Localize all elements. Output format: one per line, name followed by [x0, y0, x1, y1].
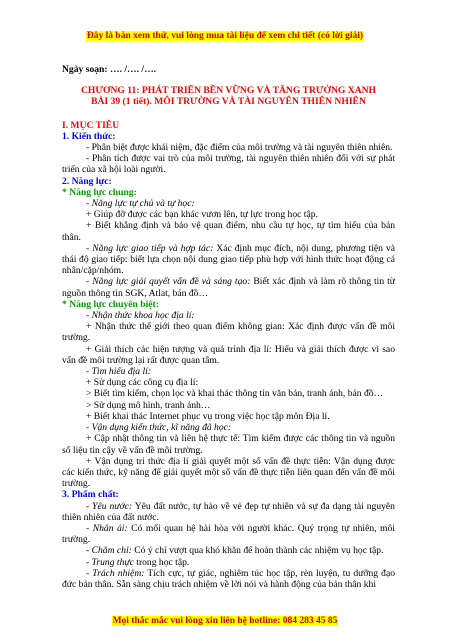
- quality-text: Có ý chí vượt qua khó khăn để hoàn thành các nhiệm vụ học tập.: [131, 545, 384, 557]
- competence-subheading: - Vận dụng kiến thức, kĩ năng đã học:: [86, 422, 232, 434]
- date-line: Ngày soạn: …. /…. /….: [62, 64, 157, 75]
- knowledge-item: - Phân biệt được khái niệm, đặc điểm của môi trường và tài nguyên thiên nhiên.: [86, 142, 393, 154]
- competence-item: > Biết tìm kiếm, chọn lọc và khai thác thông tin văn bản, tranh ảnh, bản đồ…: [86, 388, 384, 400]
- competence-item: + Sử dụng các công cụ địa lí:: [86, 377, 199, 389]
- competence-label: - Năng lực giải quyết vấn đề và sáng tạo:: [86, 276, 251, 288]
- quality-label: - Chăm chỉ:: [86, 545, 132, 557]
- document-body: [62, 64, 395, 590]
- competence-item: > Sử dụng mô hình, tranh ảnh…: [86, 399, 211, 411]
- section-objectives: I. MỤC TIÊU: [62, 119, 120, 131]
- heading-general-competence: * Năng lực chung:: [62, 186, 137, 198]
- quality-item: [62, 557, 395, 568]
- quality-item: [62, 501, 395, 523]
- lesson-title: BÀI 39 (1 tiết). MÔI TRƯỜNG VÀ TÀI NGUYÊN THIÊN NHIÊN: [91, 96, 366, 108]
- quality-label: - Nhân ái:: [86, 522, 128, 534]
- competence-item: + Cập nhật thông tin và liên hệ thực tế: Tìm kiếm được các thông tin và nguồn số liệu tin cậy về vấn đề môi trường.: [62, 433, 395, 456]
- competence-subheading: - Tìm hiểu địa lí:: [86, 366, 152, 378]
- competence-item: + Biết khai thác Internet phục vụ trong việc học tập môn Địa lí.: [86, 410, 330, 422]
- competence-item: + Giải thích các hiện tượng và quá trình địa lí: Hiểu và giải thích được vì sao vấn đề môi trường lại rất được quan tâm.: [62, 343, 395, 366]
- competence-item: + Vận dụng tri thức địa lí giải quyết một số vấn đề thực tiễn: Vận dụng được các kiến thức, kỹ năng để giải quyết một số vấn đề thực tiễn liên quan đến vấn đề môi trường.: [62, 455, 395, 490]
- quality-text: trong học tập.: [133, 556, 190, 568]
- competence-item: + Nhận thức thế giới theo quan điểm không gian: Xác định được vấn đề môi trường.: [62, 321, 395, 344]
- competence-item: [62, 276, 395, 298]
- knowledge-item: - Phân tích được vai trò của môi trường, tài nguyên thiên nhiên đối với sự phát triển của xã hội loài người.: [62, 153, 395, 176]
- competence-text: Xác định mục đích, nội dung, phương tiện và thái độ giao tiếp: biết lựa chọn nội dung giao tiếp phù hợp với hình thức hoạt động cá nhân/cặp/nhóm.: [62, 242, 395, 277]
- competence-item: + Giúp đỡ được các bạn khác vươn lên, tự lực trong học tập.: [86, 209, 318, 221]
- quality-label: - Trách nhiệm:: [86, 567, 145, 579]
- competence-subheading: - Năng lực tự chủ và tự học:: [86, 198, 195, 210]
- quality-text: Tích cực, tự giác, nghiêm túc học tập, rèn luyện, tu dưỡng đạo đức bản thân. Sẵn sàng chịu trách nhiệm về lời nói và hành động của bản thân khi: [62, 567, 395, 590]
- quality-item: [62, 523, 395, 545]
- quality-item: [62, 568, 395, 590]
- quality-text: Có mối quan hệ hài hòa với người khác. Quý trọng tự nhiên, môi trường.: [62, 522, 395, 546]
- heading-competence: 2. Năng lực:: [62, 175, 112, 187]
- competence-item: + Biết khẳng định và bảo vệ quan điểm, nhu cầu tự học, tự tìm hiểu của bản thân.: [62, 220, 395, 243]
- quality-label: - Trung thực: [86, 556, 134, 568]
- quality-item: [62, 545, 395, 556]
- competence-label: - Năng lực giao tiếp và hợp tác:: [86, 242, 214, 254]
- preview-banner: Đây là bản xem thử, vui lòng mua tài liệu để xem chi tiết (có lời giải): [86, 31, 364, 41]
- heading-qualities: 3. Phẩm chất:: [62, 489, 119, 501]
- competence-subheading: - Nhận thức khoa học địa lí:: [86, 310, 195, 322]
- quality-text: Yêu đất nước, tự hào về vẻ đẹp tự nhiên và sự đa dạng tài nguyên thiên nhiên của đất nước.: [62, 500, 395, 523]
- hotline-banner: Mọi thắc mắc vui lòng xin liên hệ hotline: 084 283 45 85: [112, 616, 338, 626]
- heading-knowledge: 1. Kiến thức:: [62, 130, 116, 142]
- quality-label: - Yêu nước:: [86, 500, 133, 512]
- chapter-title: CHƯƠNG 11: PHÁT TRIỂN BỀN VỮNG VÀ TĂNG TRƯỞNG XANH: [80, 85, 377, 97]
- competence-item: [62, 243, 395, 277]
- competence-text: Biết xác định và làm rõ thông tin từ nguồn thông tin SGK, Atlat, bản đồ…: [62, 276, 395, 299]
- heading-specific-competence: * Năng lực chuyên biệt:: [62, 298, 159, 310]
